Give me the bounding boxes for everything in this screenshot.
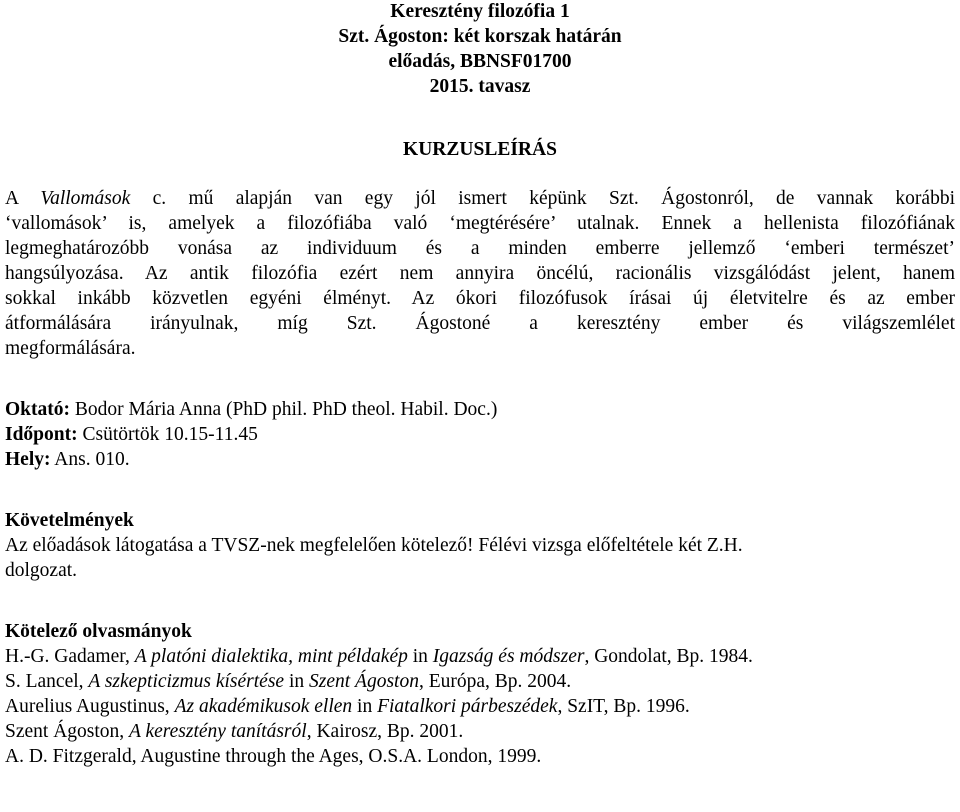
reading-item (5, 670, 955, 695)
section-heading-course-description: KURZUSLEÍRÁS (403, 139, 557, 160)
place-info (5, 448, 955, 473)
time-info (5, 423, 955, 448)
reading-publisher: , Gondolat, Bp. 1984. (584, 646, 753, 667)
requirements-line-2: dolgozat. (5, 560, 78, 581)
course-semester: 2015. tavasz (429, 76, 531, 97)
reading-author: H.-G. Gadamer, (5, 646, 135, 667)
description-line-5: sokkal inkább közvetlen egyéni élményt. Az ókori filozófusok írásai új életvitelre és az ember (5, 288, 955, 309)
reading-connector: in (352, 696, 378, 717)
course-subtitle: Szt. Ágoston: két korszak határán (338, 26, 622, 47)
teacher-label: Oktató: (5, 399, 70, 420)
reading-author: S. Lancel, (5, 671, 89, 692)
reading-publisher: , Európa, Bp. 2004. (418, 671, 572, 692)
requirements-heading: Követelmények (5, 510, 134, 531)
reading-book: Fiatalkori párbeszédek (377, 696, 558, 717)
course-title: Keresztény filozófia 1 (390, 1, 570, 22)
course-code: előadás, BBNSF01700 (388, 51, 572, 72)
reading-title: Az akadémikusok ellen (174, 696, 353, 717)
teacher-info (5, 398, 955, 423)
reading-book: Szent Ágoston (309, 671, 419, 692)
description-line-3: legmeghatározóbb vonása az individuum és a minden emberre jellemző ‘emberi természet’ (5, 238, 955, 259)
requirements-line-1: Az előadások látogatása a TVSZ-nek megfelelően kötelező! Félévi vizsga előfeltétele két Z.H. (5, 535, 743, 556)
description-line-1 (5, 187, 955, 212)
description-line-6: átformálására irányulnak, míg Szt. Ágostoné a keresztény ember és világszemlélet (5, 313, 955, 334)
reading-book: Igazság és módszer (432, 646, 585, 667)
time-value: Csütörtök 10.15-11.45 (77, 424, 258, 445)
book-title: Vallomások (40, 188, 131, 209)
reading-item (5, 645, 955, 670)
description-text: A (5, 188, 41, 209)
description-line-7: megformálására. (5, 338, 136, 359)
reading-publisher: , SzIT, Bp. 1996. (557, 696, 690, 717)
reading-item (5, 720, 955, 745)
reading-author: Aurelius Augustinus, (5, 696, 175, 717)
teacher-value: Bodor Mária Anna (PhD phil. PhD theol. Habil. Doc.) (70, 399, 498, 420)
place-value: Ans. 010. (50, 449, 130, 470)
reading-author: Szent Ágoston, (5, 721, 130, 742)
description-line-4: hangsúlyozása. Az antik filozófia ezért nem annyira öncélú, racionális vizsgálódást jelent, hanem (5, 263, 955, 284)
reading-title: A keresztény tanításról (129, 721, 307, 742)
reading-item (5, 695, 955, 720)
time-label: Időpont: (5, 424, 78, 445)
reading-connector: in (407, 646, 433, 667)
reading-publisher: , Kairosz, Bp. 2001. (306, 721, 464, 742)
reading-connector: in (284, 671, 309, 692)
reading-title: A szkepticizmus kísértése (88, 671, 285, 692)
description-text: c. mű alapján van egy jól ismert képünk Szt. Ágostonról, de vannak korábbi (130, 188, 955, 209)
reading-title: A platóni dialektika, mint példakép (134, 646, 408, 667)
readings-heading: Kötelező olvasmányok (5, 621, 192, 642)
place-label: Hely: (5, 449, 51, 470)
reading-item: A. D. Fitzgerald, Augustine through the Ages, O.S.A. London, 1999. (5, 746, 542, 767)
description-line-2: ‘vallomások’ is, amelyek a filozófiába való ‘megtérésére’ utalnak. Ennek a hellenista filozófiának (5, 213, 955, 234)
